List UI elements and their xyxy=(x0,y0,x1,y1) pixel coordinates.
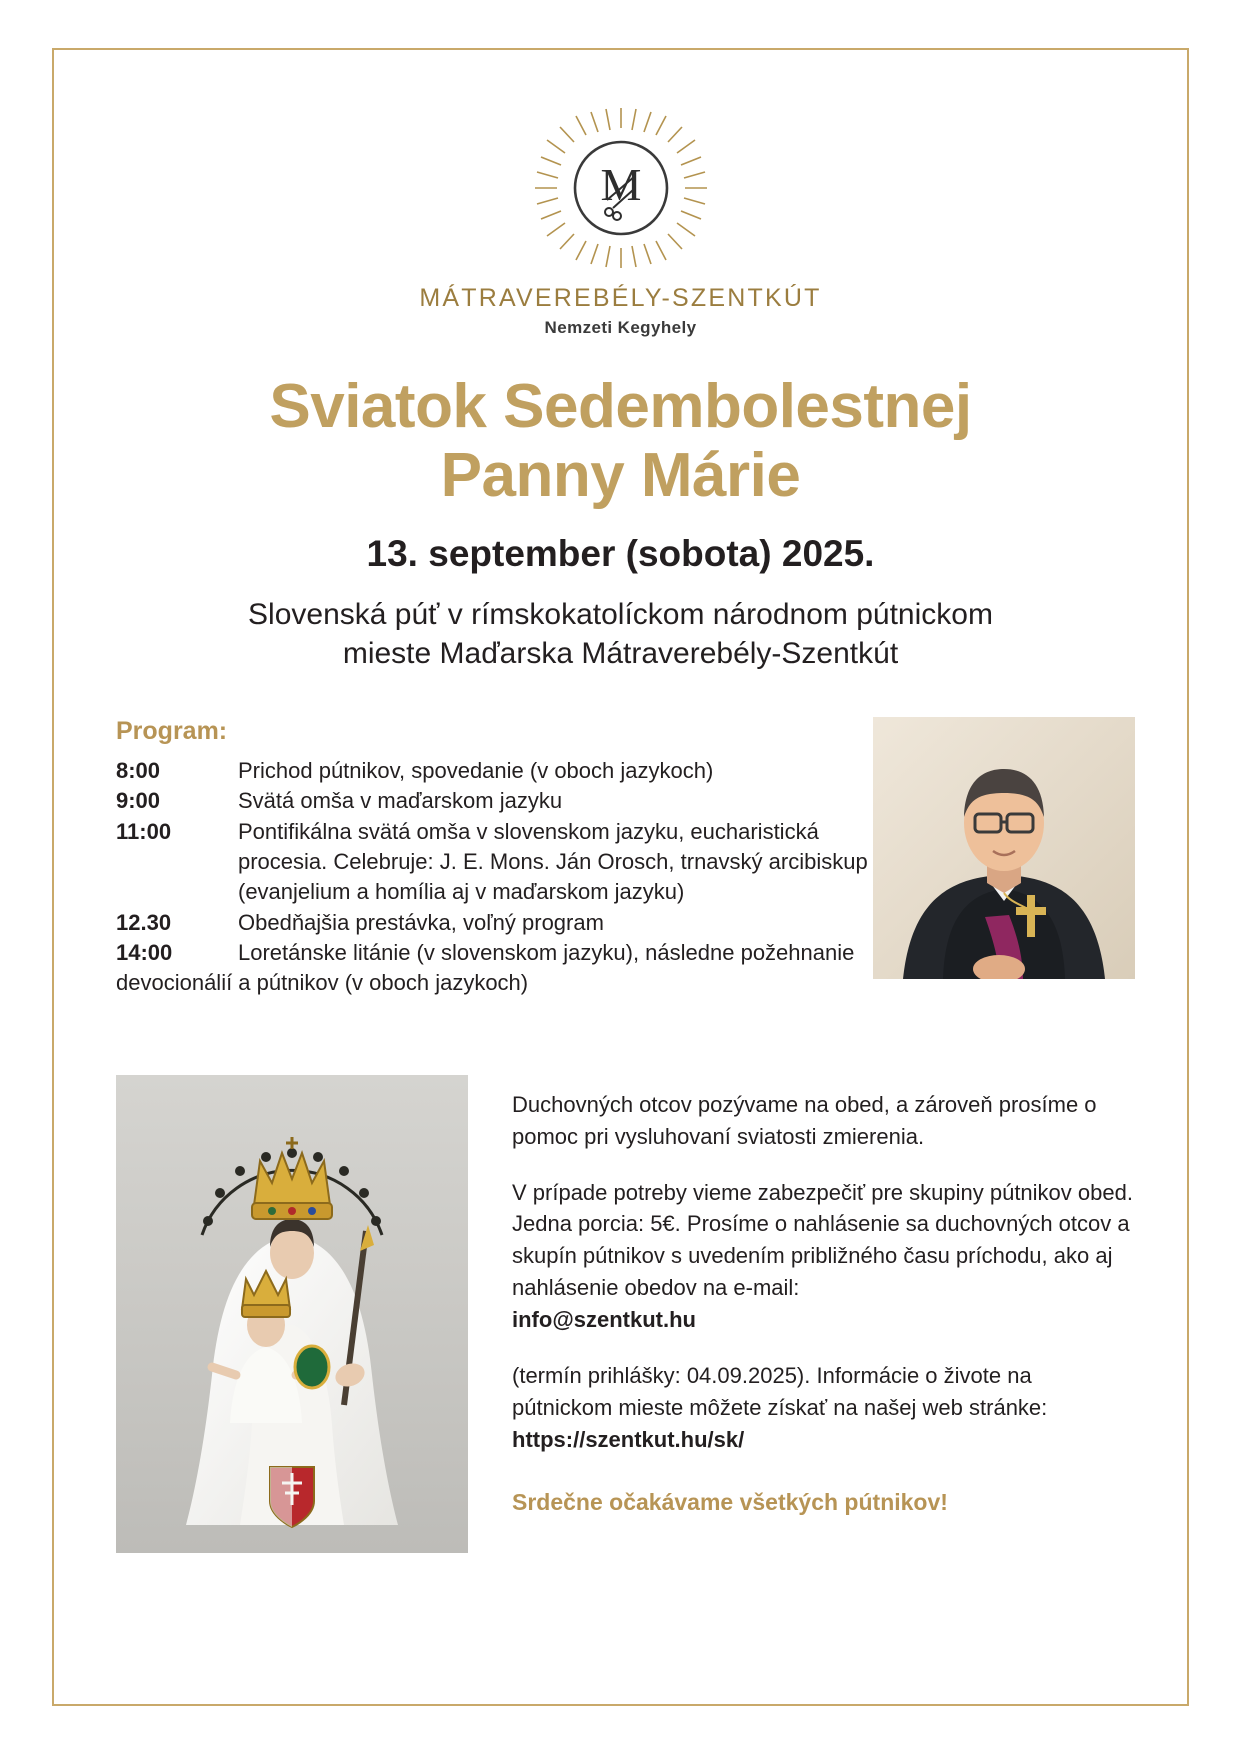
logo-subtitle: Nemzeti Kegyhely xyxy=(544,318,697,337)
program-row xyxy=(116,786,876,816)
program-time: 9:00 xyxy=(116,788,161,814)
poster-page xyxy=(52,48,1189,1706)
event-place xyxy=(191,595,1051,673)
program-time: 14:00 xyxy=(116,940,173,966)
info-column xyxy=(512,1075,1135,1553)
lower-section xyxy=(54,1075,1187,1553)
program-text-cont-2: (evanjelium a homília aj v maďarskom jazyku) xyxy=(238,879,685,905)
program-text-main: Loretánske litánie (v slovenskom jazyku), následne požehnanie xyxy=(238,940,855,966)
program-row xyxy=(116,817,876,908)
logo-block xyxy=(54,102,1187,338)
program-text xyxy=(238,908,876,938)
program-time: 8:00 xyxy=(116,757,161,783)
bishop-portrait-photo xyxy=(873,717,1135,979)
program-trailing-text: devocionálií a pútnikov (v oboch jazykoch) xyxy=(116,970,529,996)
info-paragraph-2-text: V prípade potreby vieme zabezpečiť pre skupiny pútnikov obed. Jedna porcia: 5€. Prosíme o nahlásenie sa duchovných otcov a skupín pútnikov s uvedením približného času príchodu, ako aj nahlásenie obedov na e-mail: xyxy=(512,1179,1133,1301)
program-text-main: Pontifikálna svätá omša v slovenskom jazyku, eucharistická xyxy=(238,818,819,844)
program-row xyxy=(116,908,876,938)
program-heading: Program: xyxy=(116,716,228,745)
program-row xyxy=(116,938,876,968)
title-line-1: Sviatok Sedembolestnej xyxy=(269,372,972,441)
info-paragraph-3-text: (termín prihlášky: 04.09.2025). Informácie o živote na pútnickom mieste môžete získať na našej web stránke: xyxy=(512,1362,1048,1420)
info-paragraph-2 xyxy=(512,1177,1135,1336)
program-text-main: Svätá omša v maďarskom jazyku xyxy=(238,788,563,814)
website-link[interactable]: https://szentkut.hu/sk/ xyxy=(512,1426,745,1452)
event-date: 13. september (sobota) 2025. xyxy=(366,532,875,574)
program-list xyxy=(116,756,876,999)
sunburst-monogram-icon xyxy=(521,102,721,274)
title-line-2: Panny Márie xyxy=(440,441,801,511)
program-time: 11:00 xyxy=(116,818,172,844)
contact-email[interactable]: info@szentkut.hu xyxy=(512,1307,696,1333)
program-text xyxy=(238,756,876,786)
program-row xyxy=(116,756,876,786)
event-place-line-2: mieste Maďarska Mátraverebély-Szentkút xyxy=(342,636,899,670)
info-paragraph-1: Duchovných otcov pozývame na obed, a zároveň prosíme o pomoc pri vysluhovaní sviatosti zmierenia. xyxy=(512,1091,1097,1149)
svg-text:M: M xyxy=(600,159,641,210)
program-time: 12.30 xyxy=(116,909,172,935)
program-text-cont: procesia. Celebruje: J. E. Mons. Ján Orosch, trnavský arcibiskup xyxy=(238,848,868,874)
program-text xyxy=(238,938,876,968)
program-text-main: Obedňajšia prestávka, voľný program xyxy=(238,909,604,935)
program-text xyxy=(238,817,876,908)
event-place-line-1: Slovenská púť v rímskokatolíckom národnom pútnickom xyxy=(248,597,993,631)
page-title xyxy=(54,372,1187,511)
program-text-main: Prichod pútnikov, spovedanie (v oboch jazykoch) xyxy=(238,757,714,783)
logo-name: MÁTRAVEREBÉLY-SZENTKÚT xyxy=(419,284,822,312)
info-paragraph-3 xyxy=(512,1360,1135,1456)
program-section xyxy=(54,717,1187,999)
madonna-statue-photo xyxy=(116,1075,468,1553)
closing-message: Srdečne očakávame všetkých pútnikov! xyxy=(512,1488,948,1515)
program-text xyxy=(238,786,876,816)
